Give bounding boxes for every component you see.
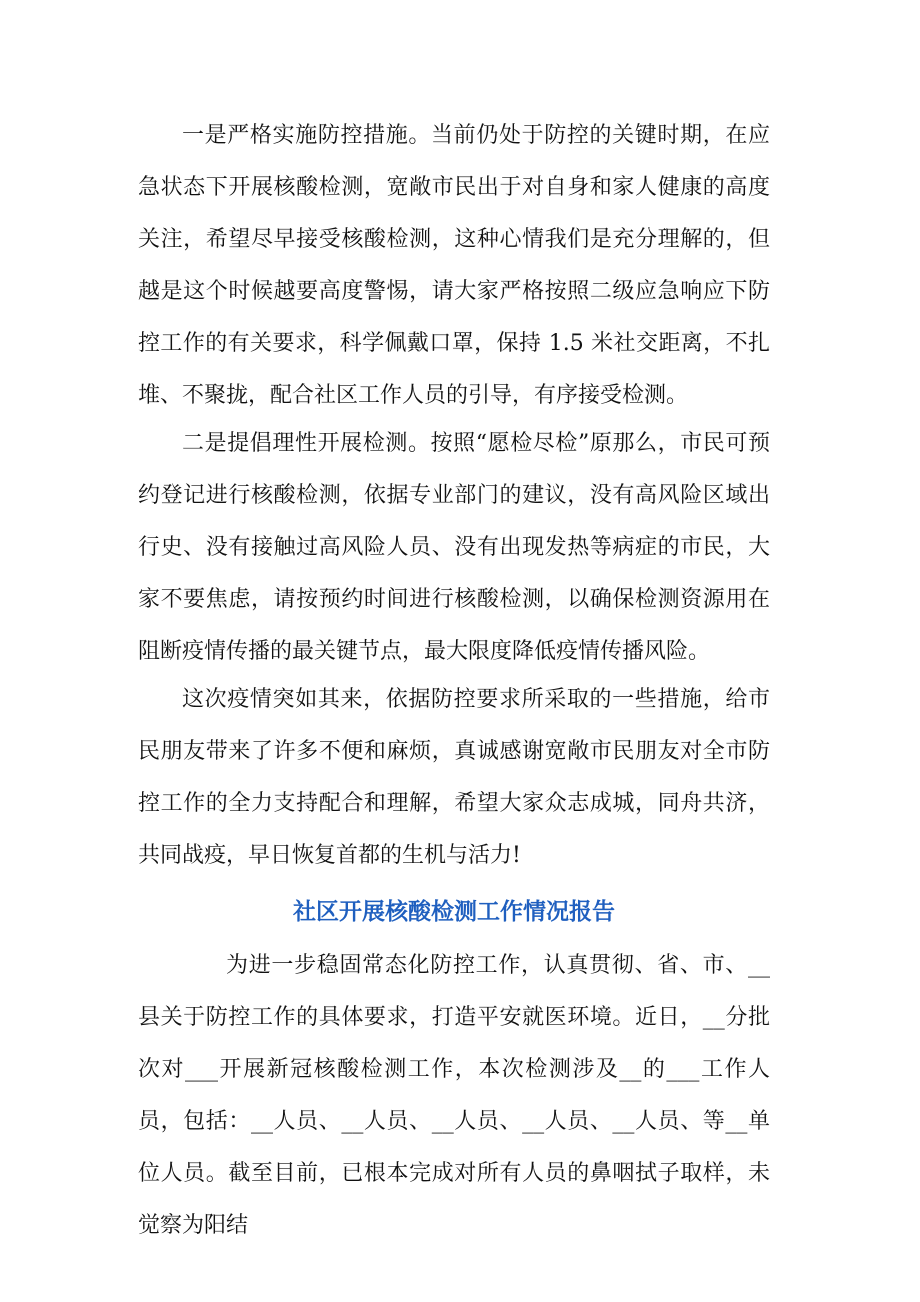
paragraph-thanks: 这次疫情突如其来，依据防控要求所采取的一些措施，给市民朋友带来了许多不便和麻烦，真诚感谢宽敞市民朋友对全市防控工作的全力支持配合和理解，希望大家众志成城，同舟共济，共同战疫，早日恢复首都的生机与活力! xyxy=(138,687,770,868)
paragraph-strict-measures: 一是严格实施防控措施。当前仍处于防控的关键时期，在应急状态下开展核酸检测，宽敞市民出于对自身和家人健康的高度关注，希望尽早接受核酸检测，这种心情我们是充分理解的，但越是这个时候越要高度警惕，请大家严格按照二级应急响应下防控工作的有关要求，科学佩戴口罩，保持 1.5 米社交距离，不扎堆、不聚拢，配合社区工作人员的引导，有序接受检测。 xyxy=(138,123,770,408)
section-title: 社区开展核酸检测工作情况报告 xyxy=(293,899,615,925)
paragraph-rational-testing: 二是提倡理性开展检测。按照“愿检尽检”原那么，市民可预约登记进行核酸检测，依据专业部门的建议，没有高风险区域出行史、没有接触过高风险人员、没有出现发热等病症的市民，大家不要焦虑，请按预约时间进行核酸检测，以确保检测资源用在阻断疫情传播的最关键节点，最大限度降低疫情传播风险。 xyxy=(138,431,770,664)
paragraph-report-intro: 为进一步稳固常态化防控工作，认真贯彻、省、市、__县关于防控工作的具体要求，打造平安就医环境。近日，__分批次对___开展新冠核酸检测工作，本次检测涉及__的___工作人员，包括：__人员、__人员、__人员、__人员、__人员、等__单位人员。截至目前，已根本完成对所有人员的鼻咽拭子取样，未觉察为阳结 xyxy=(138,953,770,1238)
